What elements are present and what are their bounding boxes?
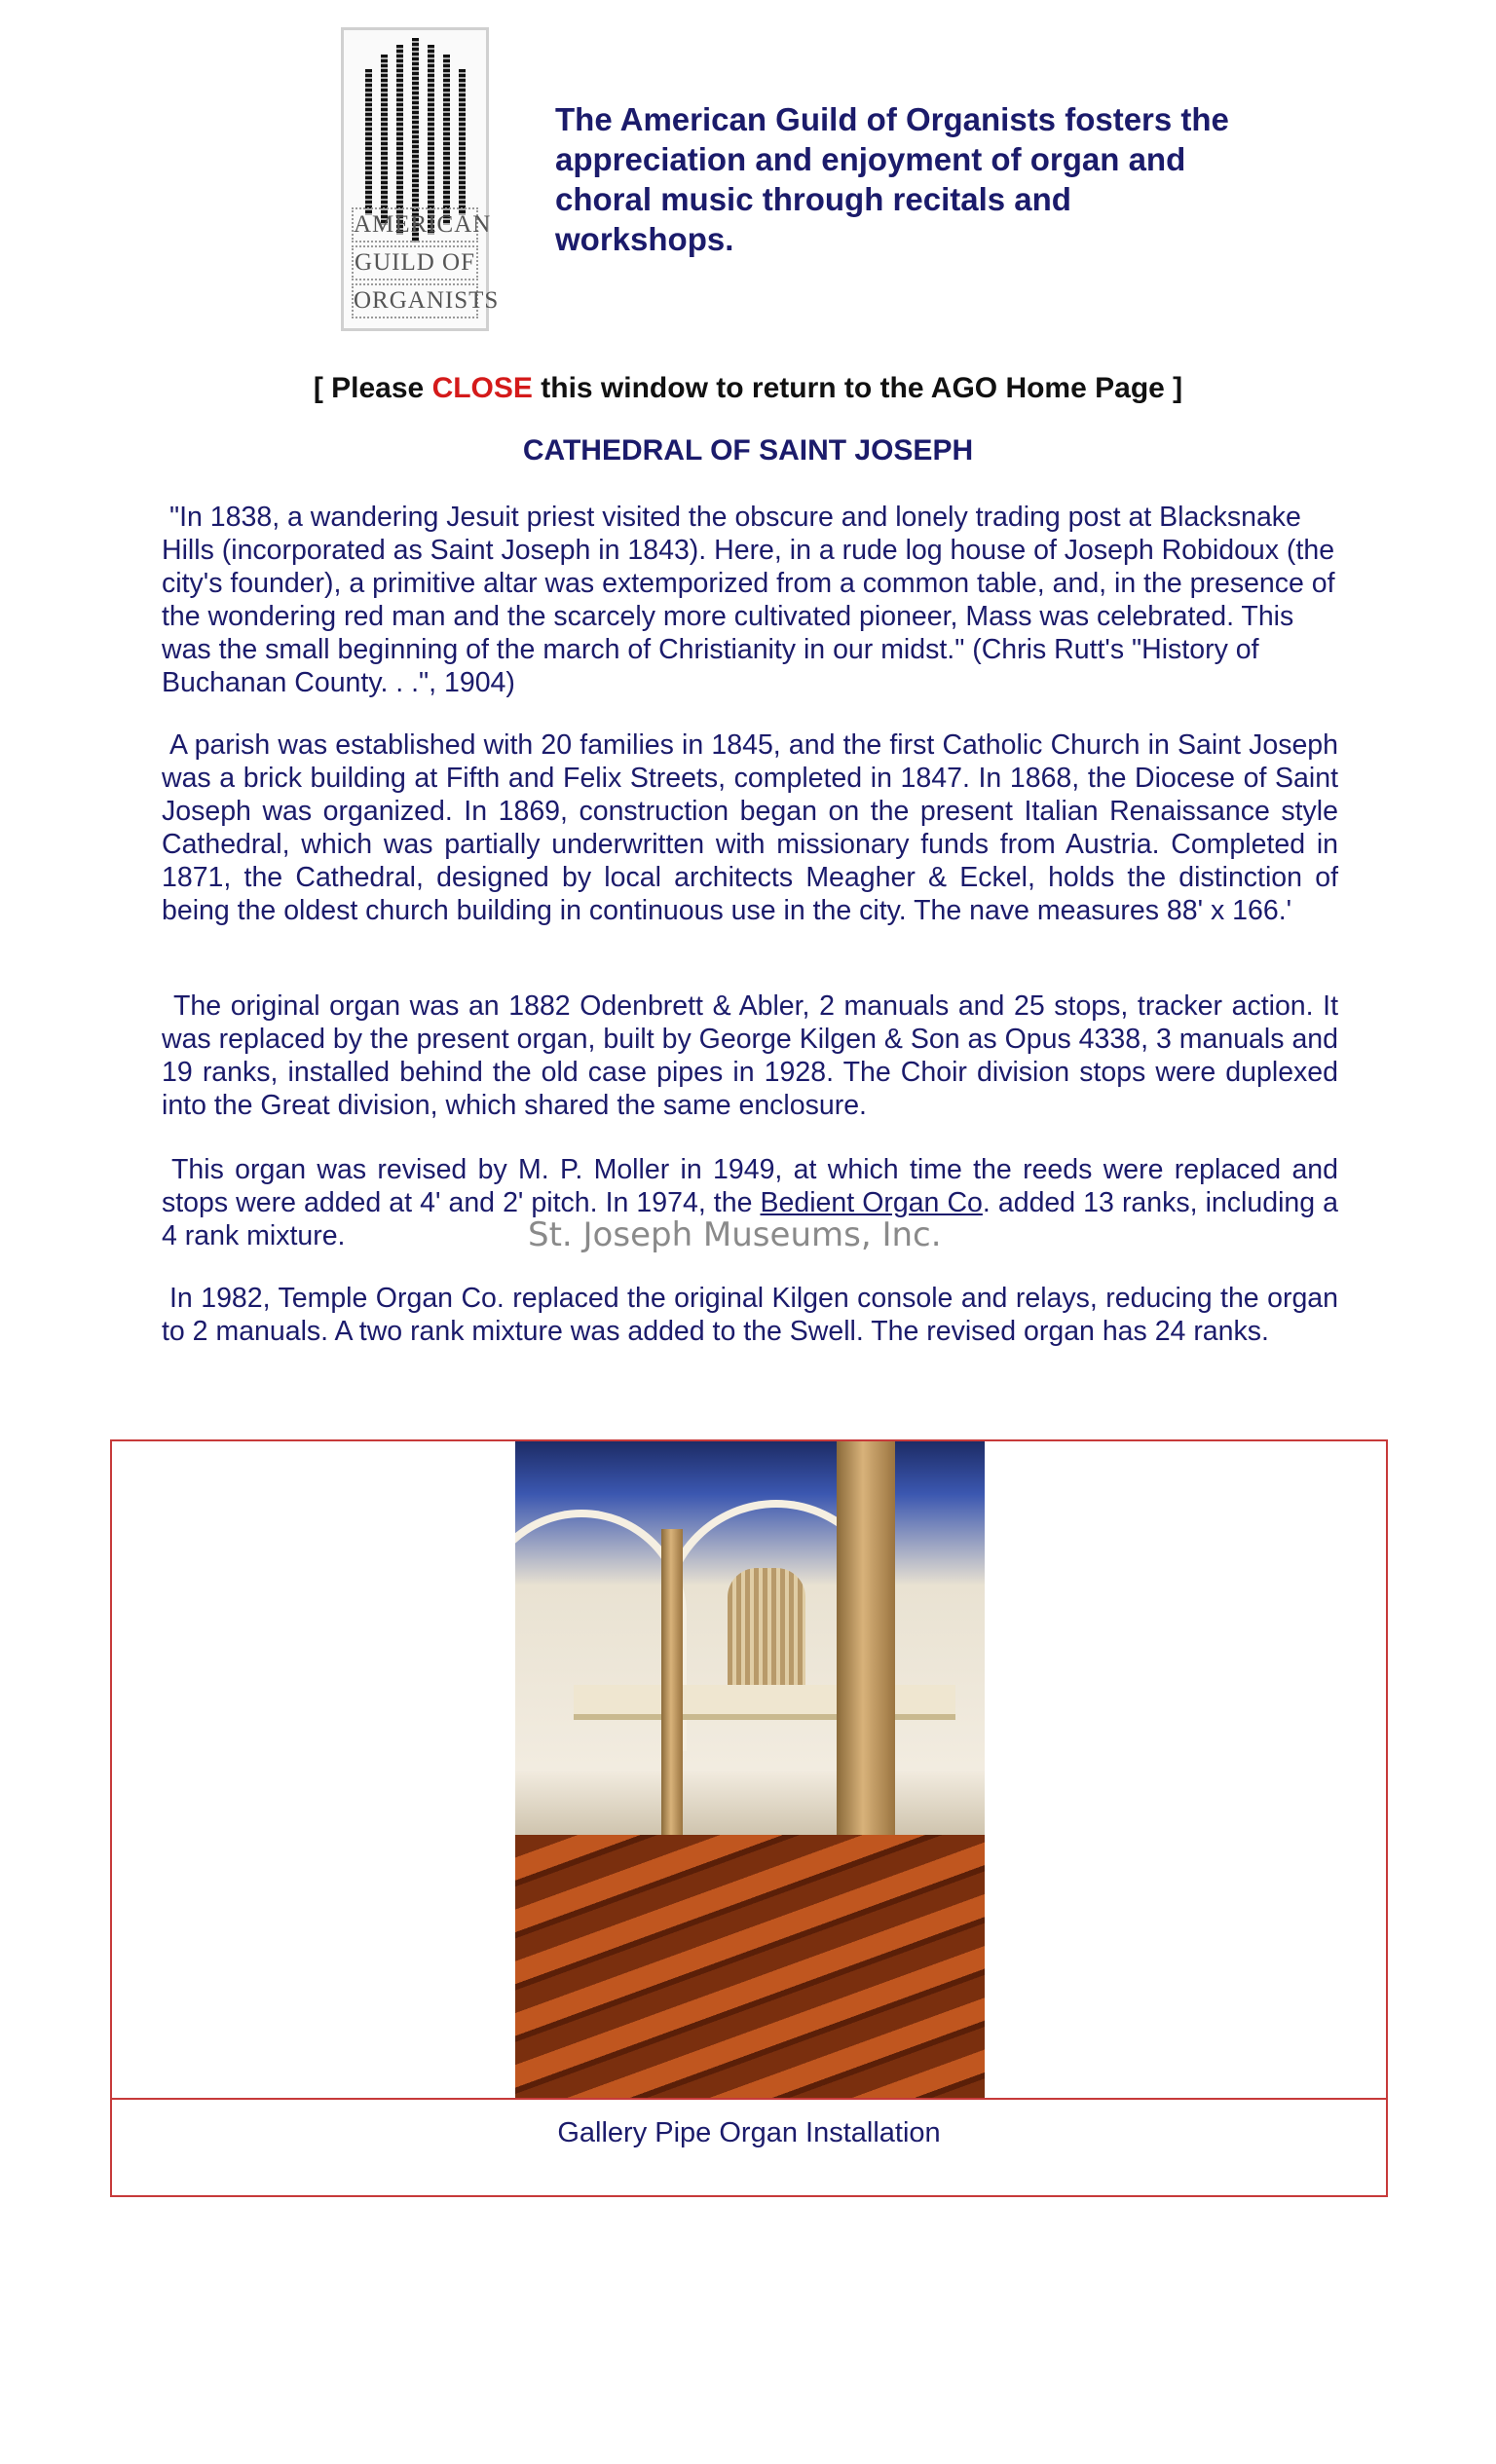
organ-pipe-graphic [459,69,466,215]
paragraph-original-organ: The original organ was an 1882 Odenbrett & Abler, 2 manuals and 25 stops, tracker action. It was replaced by the present organ, built by George Kilgen & Son as Opus 4338, 3 manuals and 19 ranks, installed behind the old case pipes in 1928. The Choir division stops were duplexed into the Great division, which shared the same enclosure. [162,990,1338,1121]
paragraph-parish-history: A parish was established with 20 families in 1845, and the first Catholic Church in Saint Joseph was a brick building at Fifth and Felix Streets, completed in 1847. In 1868, the Diocese of Saint Joseph was organized. In 1869, construction began on the present Italian Renaissance style Cathedral, which was partially underwritten with missionary funds from Austria. Completed in 1871, the Cathedral, designed by local architects Meagher & Eckel, holds the distinction of being the oldest church building in continuous use in the city. The nave measures 88' x 166.' [162,729,1338,926]
logo-caption-line: ORGANISTS [352,283,478,318]
photo-frame [110,1439,1388,2197]
paragraph-history-quote: "In 1838, a wandering Jesuit priest visited the obscure and lonely trading post at Blacksnake Hills (incorporated as Saint Joseph in 1843). Here, in a rude log house of Joseph Robidoux (the city's founder), a primitive altar was extemporized from a common table, and, in the presence of the wondering red man and the scarcely more cultivated pioneer, Mass was celebrated. This was the small beginning of the march of Christianity in our midst." (Chris Rutt's "History of Buchanan County. . .", 1904) [162,502,1335,698]
logo-caption-line: GUILD OF [352,245,478,280]
watermark: St. Joseph Museums, Inc. [528,1215,942,1254]
organ-pipe-graphic [365,69,372,215]
close-notice [0,372,1496,405]
revision-text-before: This organ was revised by M. P. Moller in 1949, at which time the reeds were replaced and stops were added at 4' and 2' pitch. In 1974, the [162,1154,1338,1218]
divider [112,2098,1386,2100]
close-notice-suffix: this window to return to the AGO Home Page ] [532,372,1183,404]
pews-graphic [515,1835,985,2098]
logo-caption-line: AMERICAN [352,207,478,243]
close-notice-prefix: [ Please [313,372,432,404]
logo-caption [352,205,500,318]
organ-pipe-graphic [443,55,450,225]
page-title: CATHEDRAL OF SAINT JOSEPH [522,434,974,467]
cathedral-interior-photo [515,1441,985,2098]
organ-pipes-graphic [728,1568,805,1685]
tagline: The American Guild of Organists fosters the appreciation and enjoyment of organ and choral music through recitals and workshops. [555,101,1229,257]
revision-text-after: . added 13 ranks, including a 4 rank mixture. [162,1187,1339,1251]
organ-pipe-graphic [381,55,388,225]
column-graphic [661,1529,683,1880]
ago-logo [341,27,500,331]
balcony-graphic [574,1685,955,1720]
close-link[interactable]: CLOSE [431,372,533,404]
paragraph-temple-revision: In 1982, Temple Organ Co. replaced the original Kilgen console and relays, reducing the organ to 2 manuals. A two rank mixture was added to the Swell. The revised organ has 24 ranks. [162,1283,1338,1347]
bedient-organ-link[interactable]: Bedient Organ Co [760,1187,983,1218]
photo-caption: Gallery Pipe Organ Installation [557,2117,941,2148]
